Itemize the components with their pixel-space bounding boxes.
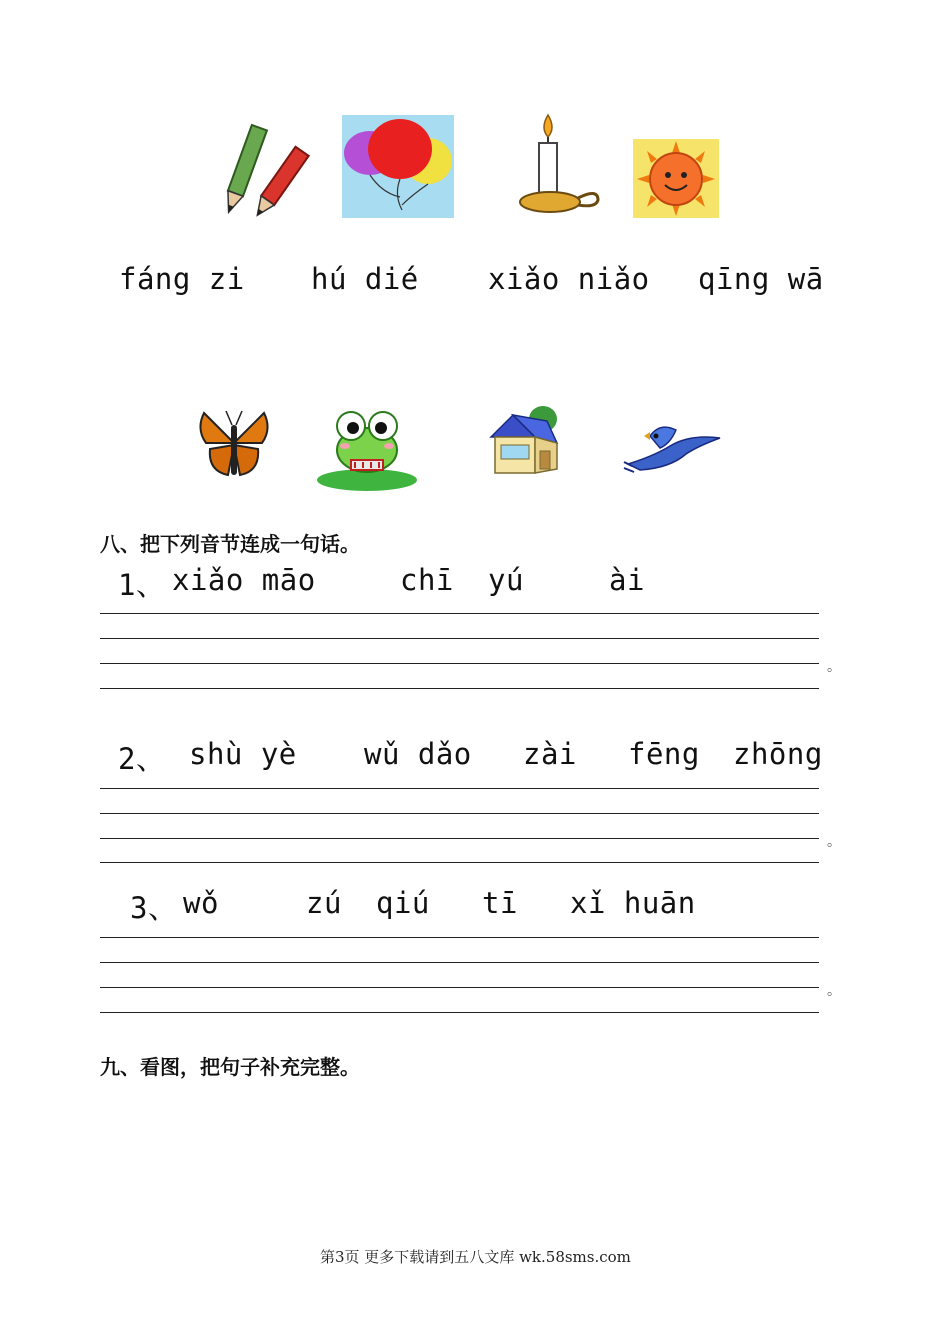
q2-syllable-4: fēng [628,737,700,771]
q2-writing-line-1[interactable] [100,788,819,789]
q1-writing-line-2[interactable] [100,638,819,639]
q1-writing-line-4[interactable] [100,688,819,689]
house-icon [487,403,562,478]
q2-syllable-1: shù yè [189,737,297,771]
q3-syllable-5: xǐ huān [570,886,696,920]
q3-syllable-3: qiú [376,886,430,920]
section-9-title: 九、看图，把句子补充完整。 [100,1055,360,1079]
pinyin-word-1: fáng zi [119,262,245,296]
q1-syllable-1: xiǎo māo [172,563,316,597]
q3-writing-line-3[interactable] [100,987,819,988]
q2-syllable-5: zhōng [733,737,823,771]
q1-syllable-3: yú [488,563,524,597]
q3-period: 。 [827,983,841,999]
q3-number: 3、 [130,891,178,925]
q1-syllable-4: ài [609,563,645,597]
q2-period: 。 [827,834,841,850]
q1-period: 。 [827,659,841,675]
bird-icon [620,420,726,478]
q2-syllable-2: wǔ dǎo [364,737,472,771]
candle-icon [514,110,604,220]
q3-writing-line-1[interactable] [100,937,819,938]
q1-syllable-2: chī [400,563,454,597]
balloons-icon [342,115,454,218]
frog-icon [315,404,420,492]
q3-syllable-4: tī [482,886,518,920]
q1-writing-line-1[interactable] [100,613,819,614]
q2-writing-line-3[interactable] [100,838,819,839]
q2-syllable-3: zài [523,737,577,771]
q3-syllable-1: wǒ [183,886,219,920]
pinyin-word-3: xiǎo niǎo [488,262,650,296]
q3-syllable-2: zú [306,886,342,920]
q1-writing-line-3[interactable] [100,663,819,664]
q2-writing-line-4[interactable] [100,862,819,863]
q3-writing-line-4[interactable] [100,1012,819,1013]
pencils-icon [222,120,314,220]
section-8-title: 八、把下列音节连成一句话。 [100,532,360,556]
q3-writing-line-2[interactable] [100,962,819,963]
q2-writing-line-2[interactable] [100,813,819,814]
q2-number: 2、 [118,742,166,776]
pinyin-word-2: hú dié [311,262,419,296]
sun-icon [633,139,719,218]
pinyin-word-4: qīng wā [698,262,824,296]
page-footer: 第3页 更多下载请到五八文库 wk.58sms.com [320,1248,631,1266]
q1-number: 1、 [118,568,166,602]
butterfly-icon [198,405,270,480]
